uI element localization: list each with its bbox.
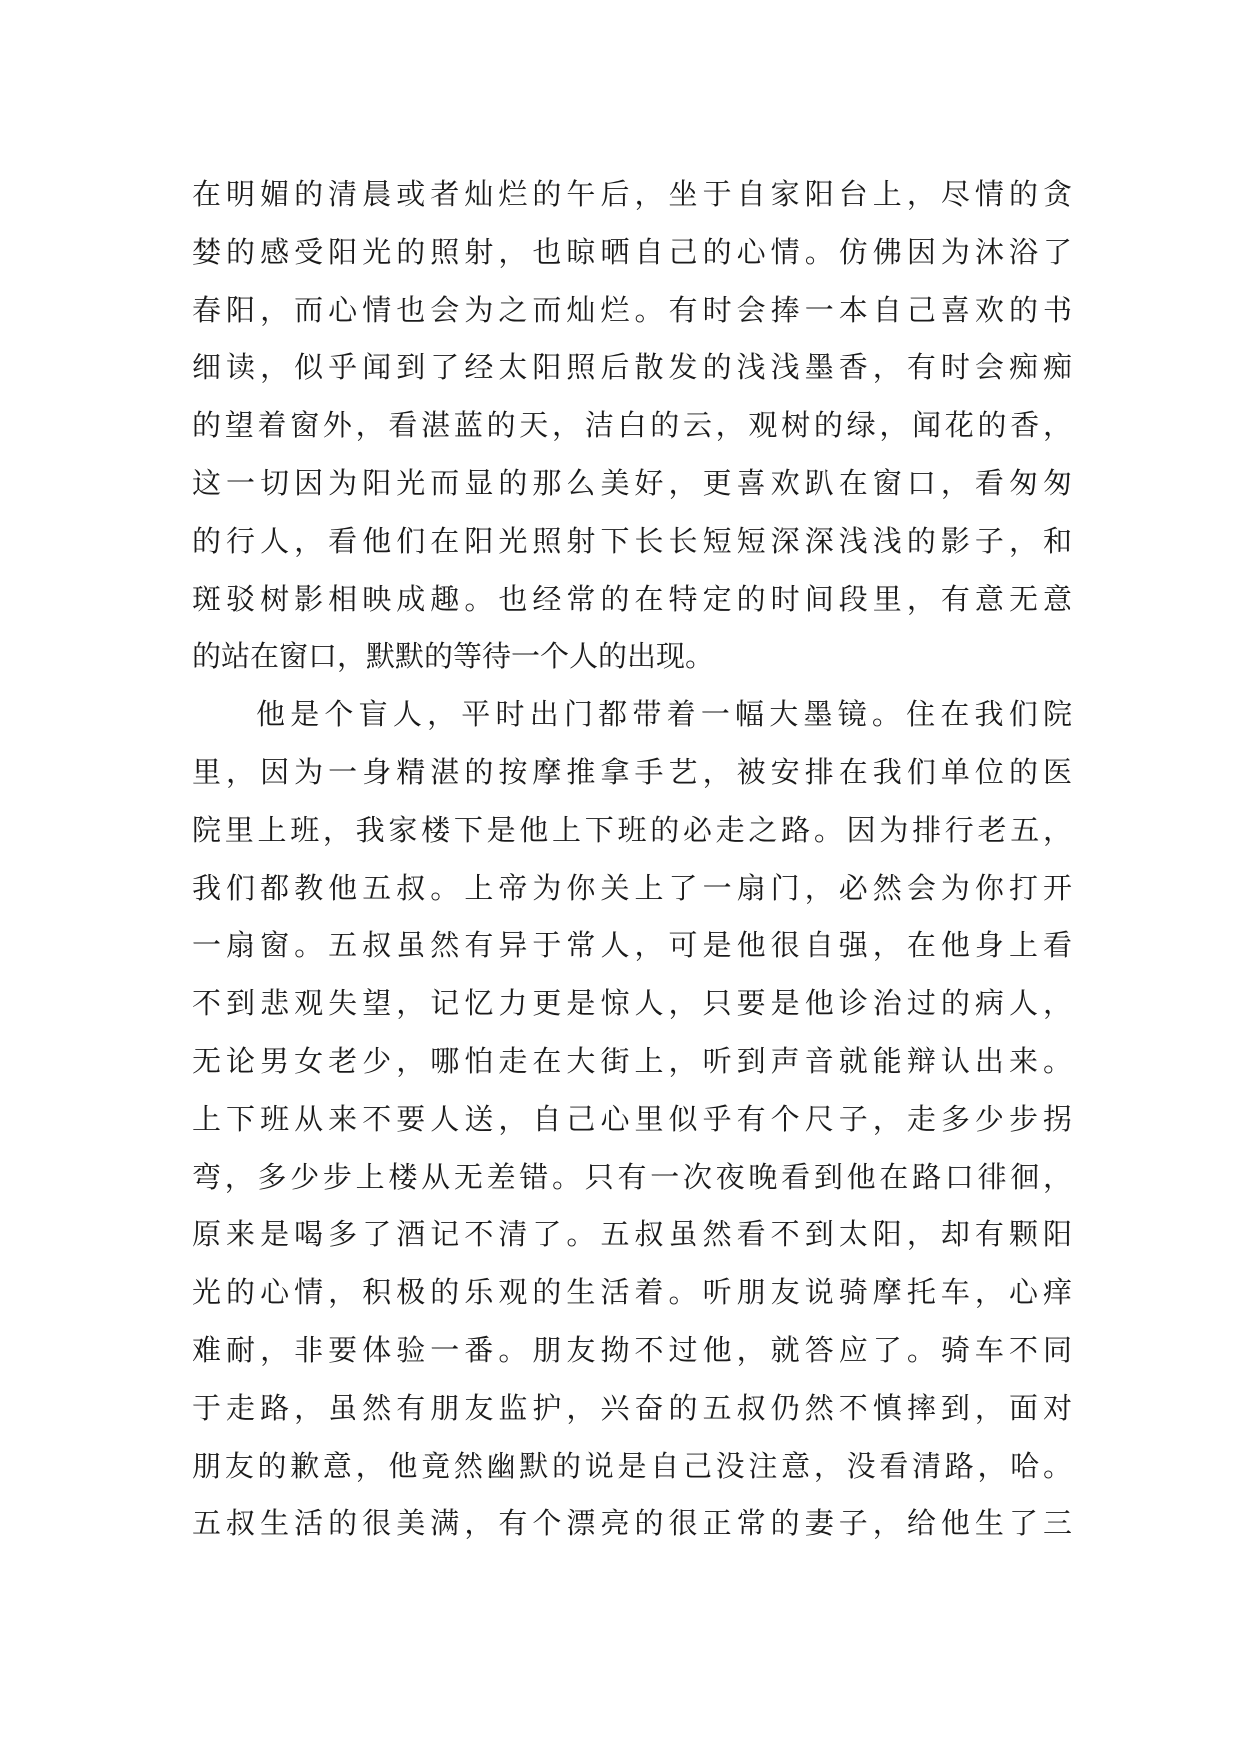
text-line: 这一切因为阳光而显的那么美好，更喜欢趴在窗口，看匆匆 — [192, 465, 1072, 500]
text-line: 光的心情，积极的乐观的生活着。听朋友说骑摩托车，心痒 — [192, 1275, 1072, 1310]
text-line: 在明媚的清晨或者灿烂的午后，坐于自家阳台上，尽情的贪 — [192, 177, 1072, 211]
text-line: 上下班从来不要人送，自己心里似乎有个尺子，走多少步拐 — [192, 1101, 1072, 1136]
text-line: 五叔生活的很美满，有个漂亮的很正常的妻子，给他生了三 — [192, 1506, 1072, 1541]
text-line: 原来是喝多了酒记不清了。五叔虽然看不到太阳，却有颗阳 — [192, 1217, 1072, 1252]
text-line: 弯，多少步上楼从无差错。只有一次夜晚看到他在路口徘徊， — [192, 1159, 1072, 1194]
text-line: 细读，似乎闻到了经太阳照后散发的浅浅墨香，有时会痴痴 — [192, 350, 1072, 385]
body-text — [192, 166, 1072, 1553]
text-line: 一扇窗。五叔虽然有异于常人，可是他很自强，在他身上看 — [192, 928, 1072, 963]
text-line: 的望着窗外，看湛蓝的天，洁白的云，观树的绿，闻花的香， — [192, 408, 1072, 443]
text-line: 斑驳树影相映成趣。也经常的在特定的时间段里，有意无意 — [192, 581, 1072, 616]
text-line: 婪的感受阳光的照射，也晾晒自己的心情。仿佛因为沐浴了 — [192, 234, 1072, 269]
text-line: 里，因为一身精湛的按摩推拿手艺，被安排在我们单位的医 — [192, 754, 1072, 789]
text-line: 无论男女老少，哪怕走在大街上，听到声音就能辩认出来。 — [192, 1043, 1072, 1078]
text-line: 于走路，虽然有朋友监护，兴奋的五叔仍然不慎摔到，面对 — [192, 1390, 1072, 1425]
paragraph-start-line: 他是个盲人，平时出门都带着一幅大墨镜。住在我们院 — [256, 697, 1072, 732]
text-line: 朋友的歉意，他竟然幽默的说是自己没注意，没看清路，哈。 — [192, 1448, 1072, 1483]
text-line: 我们都教他五叔。上帝为你关上了一扇门，必然会为你打开 — [192, 870, 1072, 905]
text-line: 难耐，非要体验一番。朋友拗不过他，就答应了。骑车不同 — [192, 1332, 1072, 1367]
text-line: 的行人，看他们在阳光照射下长长短短深深浅浅的影子，和 — [192, 523, 1072, 558]
text-line: 不到悲观失望，记忆力更是惊人，只要是他诊治过的病人， — [192, 986, 1072, 1021]
text-line: 春阳，而心情也会为之而灿烂。有时会捧一本自己喜欢的书 — [192, 292, 1072, 327]
text-line: 的站在窗口，默默的等待一个人的出现。 — [192, 639, 715, 674]
text-line: 院里上班，我家楼下是他上下班的必走之路。因为排行老五， — [192, 812, 1072, 847]
